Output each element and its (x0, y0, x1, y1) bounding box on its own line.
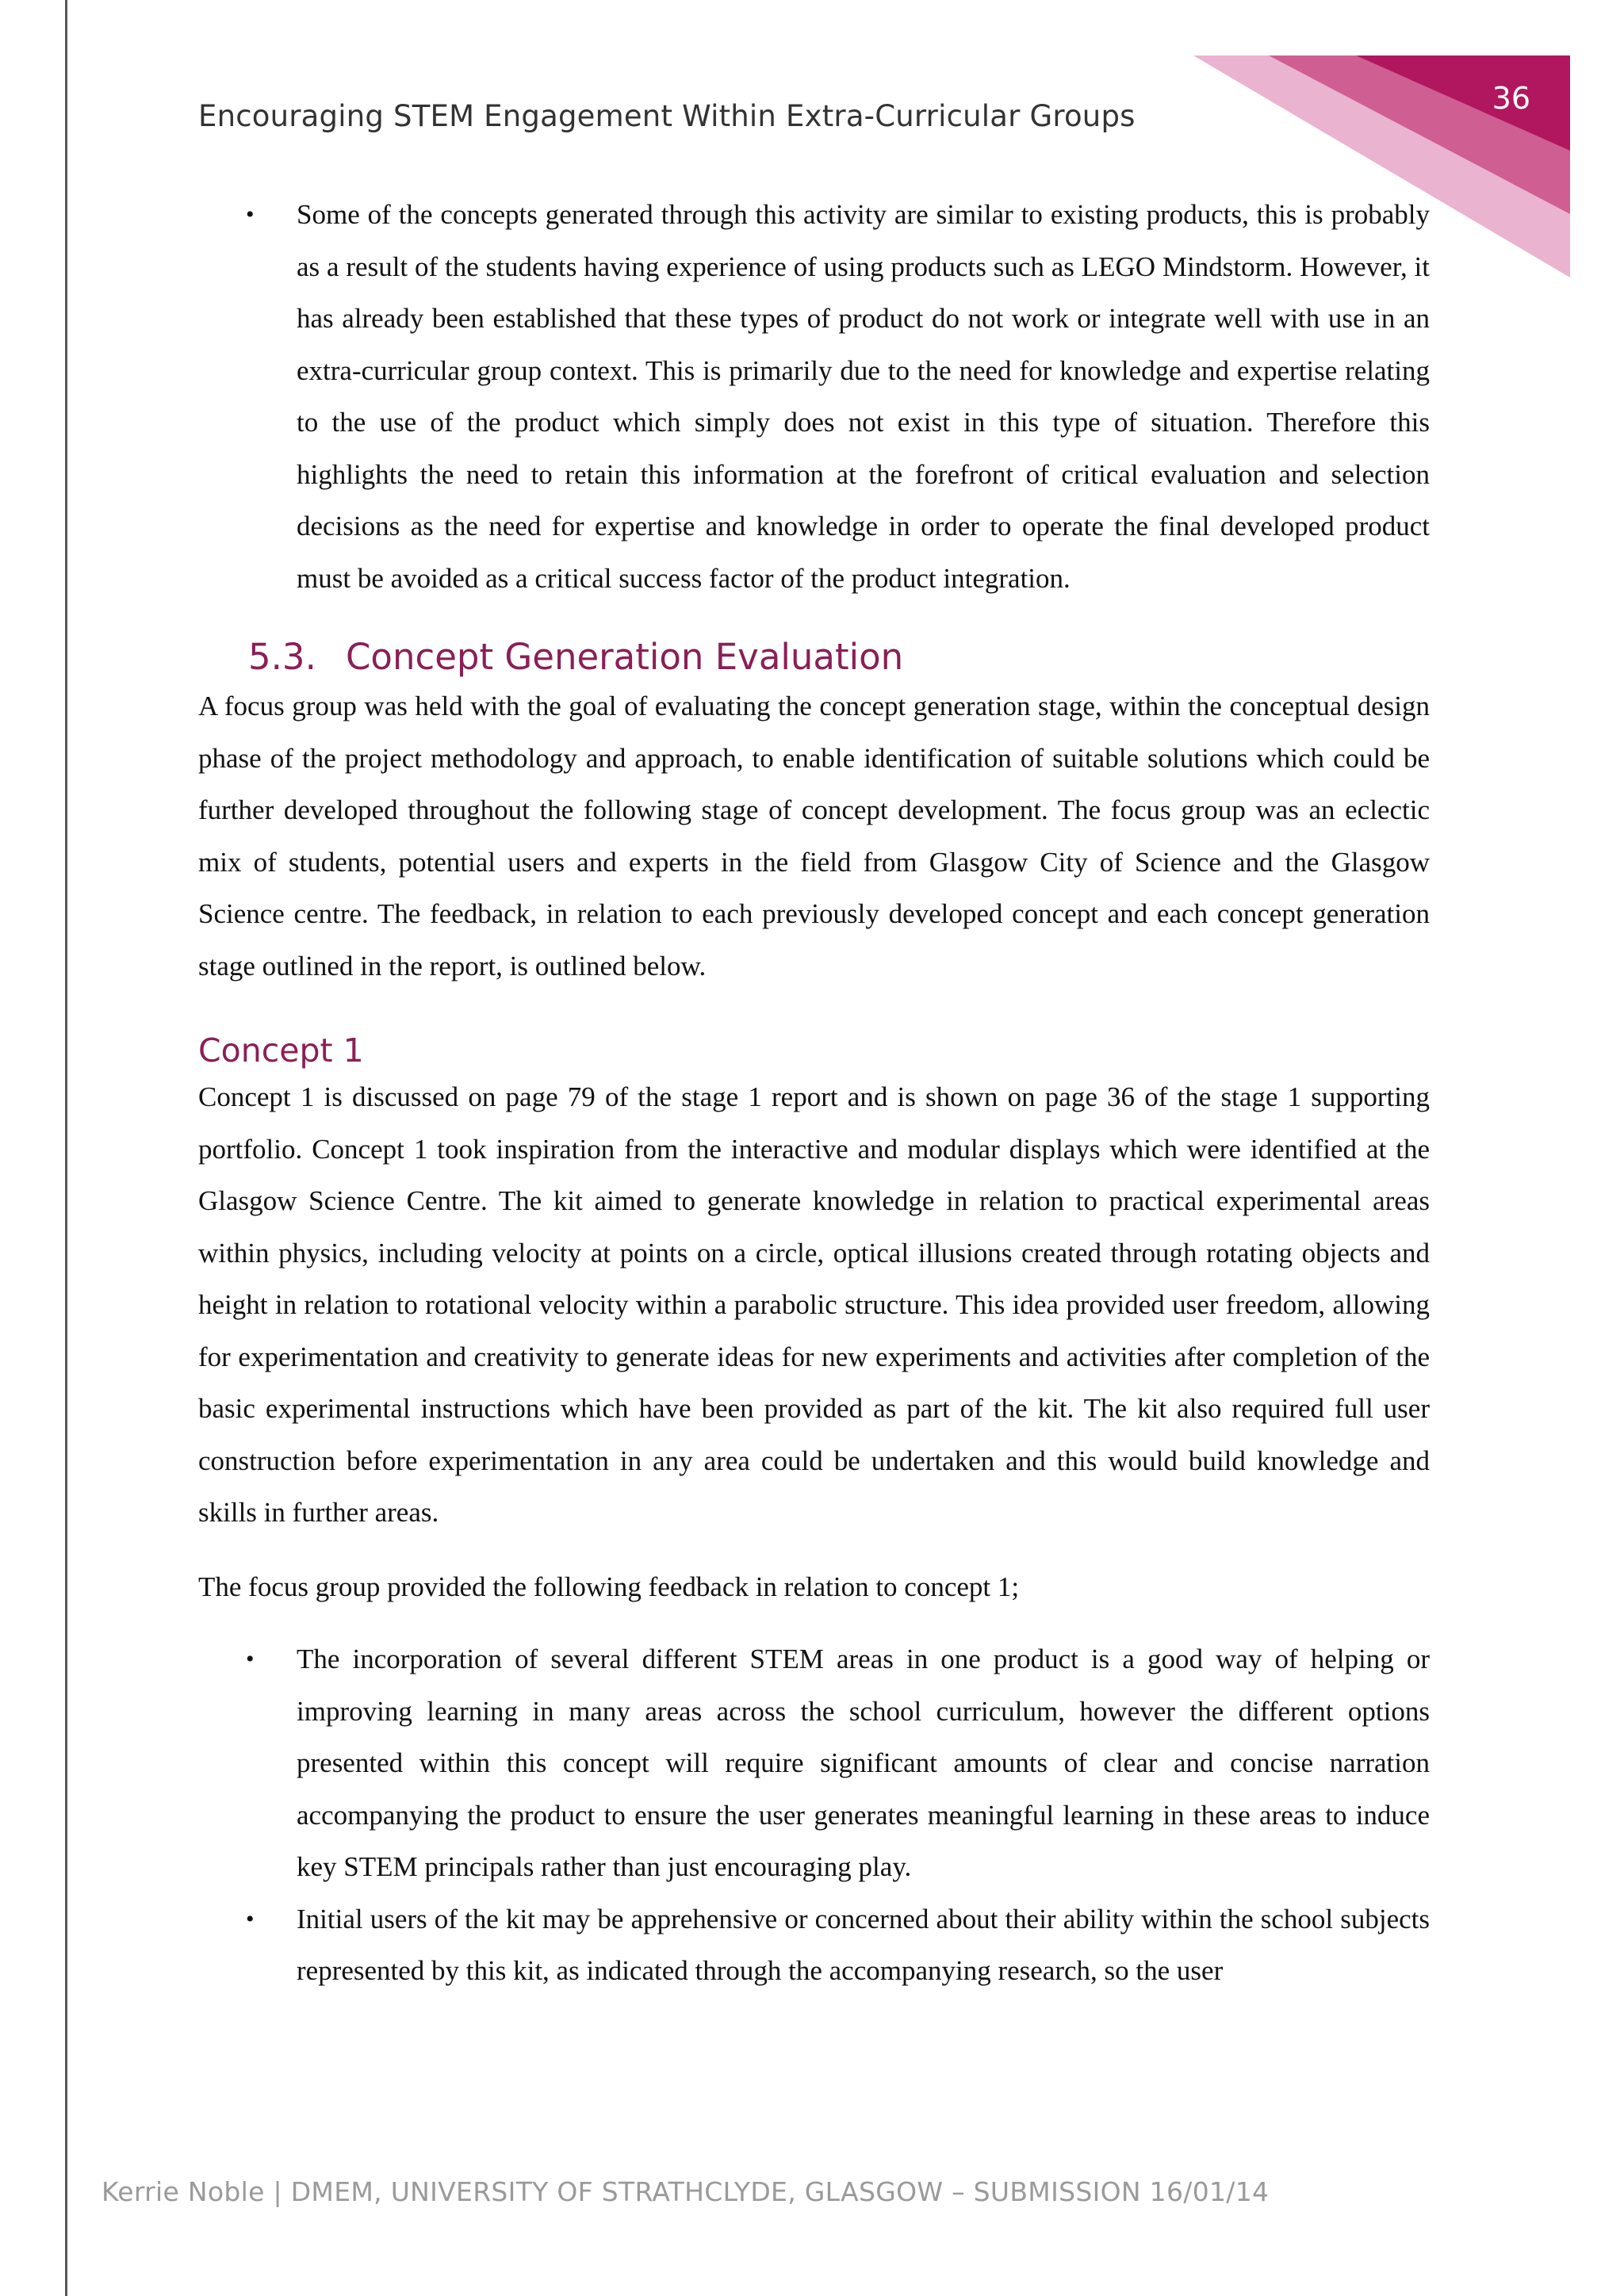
concept-paragraph: Concept 1 is discussed on page 79 of the stage 1 report and is shown on page 36 of the stage 1 supporting portfolio. Concept 1 took inspiration from the interactive and modular displays which were identified at the Glasgow Science Centre. The kit aimed to generate knowledge in relation to practical experimental areas within physics, including velocity at points on a circle, optical illusions created through rotating objects and height in relation to rotational velocity within a parabolic structure. This idea provided user freedom, allowing for experimentation and creativity to generate ideas for new experiments and activities after completion of the basic experimental instructions which have been provided as part of the kit. The kit also required full user construction before experimentation in any area could be undertaken and this would build knowledge and skills in further areas. (198, 1081, 1430, 1528)
list-item (198, 1893, 1430, 1997)
concept-heading: Concept 1 (198, 1031, 364, 1070)
feedback-bullet-list (198, 1633, 1430, 1997)
bullet-text: Some of the concepts generated through this activity are similar to existing products, this is probably as a result of the students having experience of using products such as LEGO Mindstorm. However, it has already been established that these types of product do not work or integrate well with use in an extra-curricular group context. This is primarily due to the need for knowledge and expertise relating to the use of the product which simply does not exist in this type of situation. Therefore this highlights the need to retain this information at the forefront of critical evaluation and selection decisions as the need for expertise and knowledge in order to operate the final developed product must be avoided as a critical success factor of the product integration. (297, 199, 1430, 594)
document-body (198, 189, 1430, 1997)
intro-bullet-list (198, 189, 1430, 604)
section-paragraph: A focus group was held with the goal of evaluating the concept generation stage, within the conceptual design phase of the project methodology and approach, to enable identification of suitable solutions which could be further developed throughout the following stage of concept development. The focus group was an eclectic mix of students, potential users and experts in the field from Glasgow City of Science and the Glasgow Science centre. The feedback, in relation to each previously developed concept and each concept generation stage outlined in the report, is outlined below. (198, 691, 1430, 982)
bullet-icon: • (246, 1646, 255, 1672)
running-header-title: Encouraging STEM Engagement Within Extra-Curricular Groups (198, 99, 1136, 133)
section-number: 5.3. (248, 636, 316, 678)
page-number: 36 (1492, 81, 1530, 116)
bullet-icon: • (246, 201, 255, 228)
bullet-text: The incorporation of several different STEM areas in one product is a good way of helping or improving learning in many areas across the school curriculum, however the different options presented within this concept will require significant amounts of clear and concise narration accompanying the product to ensure the user generates meaningful learning in these areas to induce key STEM principals rather than just encouraging play. (297, 1644, 1430, 1882)
feedback-intro: The focus group provided the following feedback in relation to concept 1; (198, 1571, 1020, 1602)
bullet-icon: • (246, 1905, 255, 1932)
section-heading (198, 634, 1430, 680)
left-margin-rule (65, 0, 67, 2296)
list-item (198, 1633, 1430, 1893)
section-title: Concept Generation Evaluation (346, 636, 904, 678)
page-footer: Kerrie Noble | DMEM, UNIVERSITY OF STRATHCLYDE, GLASGOW – SUBMISSION 16/01/14 (102, 2176, 1270, 2207)
list-item (198, 189, 1430, 604)
bullet-text: Initial users of the kit may be apprehensive or concerned about their ability within the school subjects represented by this kit, as indicated through the accompanying research, so the user (297, 1903, 1430, 1986)
